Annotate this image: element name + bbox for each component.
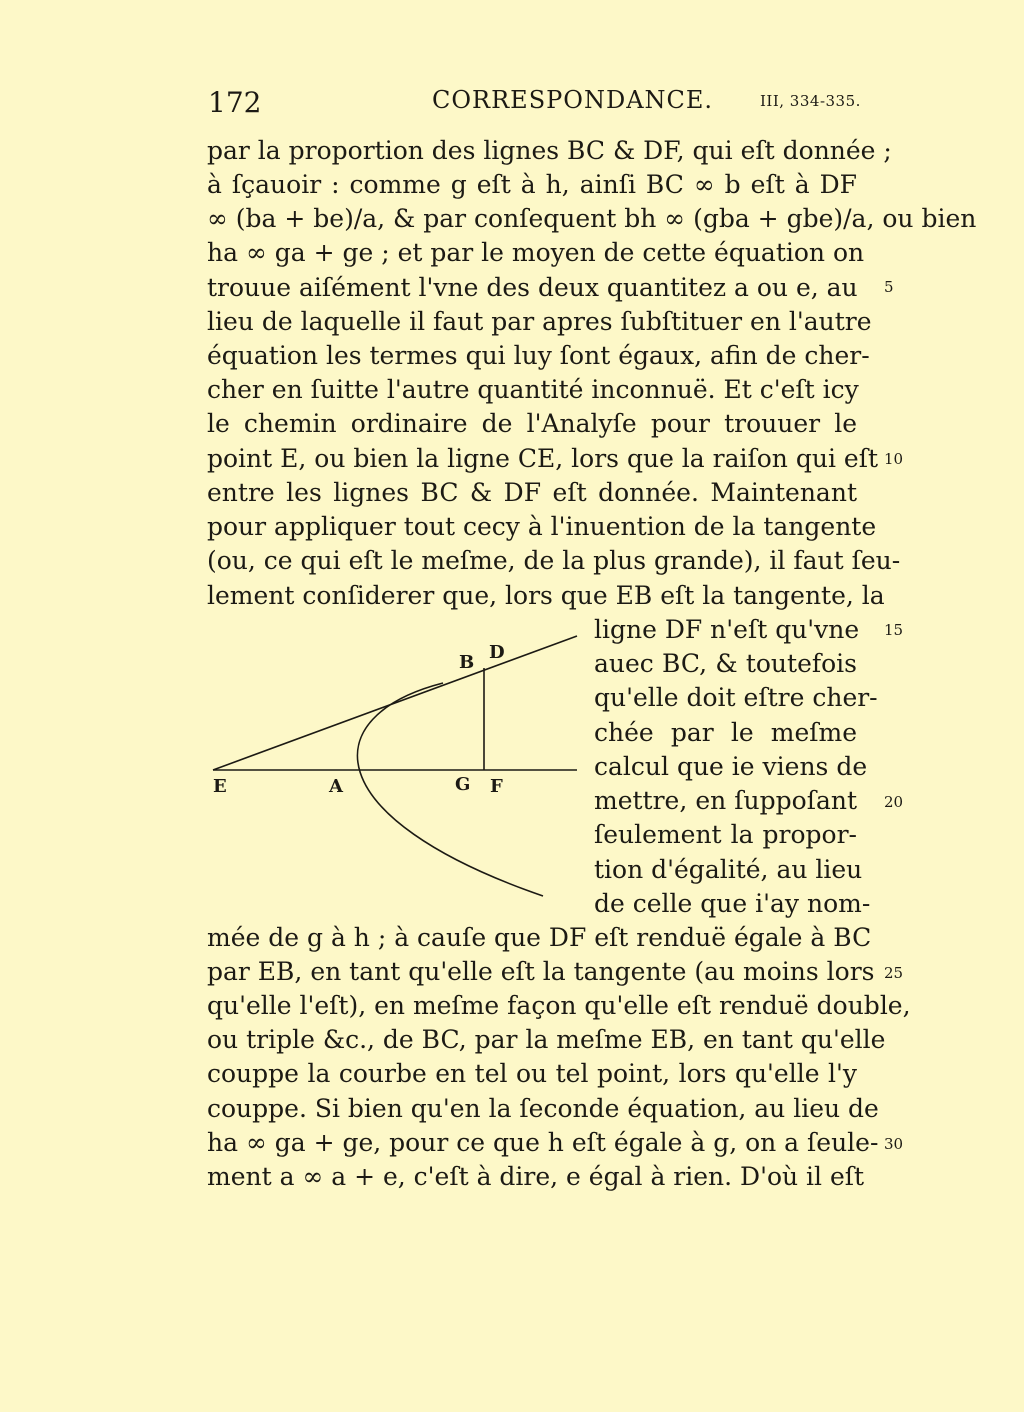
text-line: par la proportion des lignes BC & DF, qui eſt donnée ; [207, 136, 892, 165]
label-e: E [213, 776, 227, 797]
text-line: ha ∞ ga + ge ; et par le moyen de cette équation on [207, 238, 865, 267]
label-g: G [455, 774, 471, 795]
label-a: A [329, 776, 343, 797]
text-line: point E, ou bien la ligne CE, lors que la raiſon qui eſt [207, 444, 878, 473]
text-line: auec BC, & toutefois [594, 649, 857, 678]
text-line: lement conſiderer que, lors que EB eſt la tangente, la [207, 581, 885, 610]
running-title: CORRESPONDANCE. [432, 86, 714, 114]
text-line: par EB, en tant qu'elle eſt la tangente (au moins lors [207, 957, 875, 986]
text-line: ou triple &c., de BC, par la meſme EB, en tant qu'elle [207, 1025, 886, 1054]
label-d: D [489, 642, 505, 663]
label-f: F [490, 776, 503, 797]
text-line: ha ∞ ga + ge, pour ce que h eſt égale à g, on a ſeule- [207, 1128, 879, 1157]
text-line: entre les lignes BC & DF eſt donnée. Maintenant [207, 478, 857, 507]
text-line: (ou, ce qui eſt le meſme, de la plus grande), il faut ſeu- [207, 546, 901, 575]
line-marker: 15 [884, 621, 904, 639]
text-line: ∞ (ba + be)/a, & par conſequent bh ∞ (gba + gbe)/a, ou bien [207, 204, 977, 233]
page-header [0, 86, 1024, 126]
text-line: équation les termes qui luy ſont égaux, afin de cher- [207, 341, 870, 370]
text-line: cher en ſuitte l'autre quantité inconnuë. Et c'eſt icy [207, 375, 859, 404]
text-line: ſeulement la propor- [594, 820, 857, 849]
page-number: 172 [208, 86, 262, 119]
text-line: couppe la courbe en tel ou tel point, lors qu'elle l'y [207, 1059, 857, 1088]
text-line: qu'elle doit eſtre cher- [594, 683, 878, 712]
parabola-curve [357, 683, 543, 896]
text-line: mée de g à h ; à cauſe que DF eſt renduë égale à BC [207, 923, 872, 952]
text-line: pour appliquer tout cecy à l'inuention de la tangente [207, 512, 877, 541]
page-reference: III, 334-335. [760, 92, 861, 110]
text-line: ment a ∞ a + e, c'eſt à dire, e égal à rien. D'où il eſt [207, 1162, 865, 1191]
tangent-line [213, 636, 577, 770]
text-line: tion d'égalité, au lieu [594, 855, 863, 884]
text-line: trouue aiſément l'vne des deux quantitez a ou e, au [207, 273, 858, 302]
line-marker: 5 [884, 278, 894, 296]
line-marker: 20 [884, 793, 904, 811]
text-line: calcul que ie viens de [594, 752, 868, 781]
line-marker: 30 [884, 1135, 904, 1153]
text-line: le chemin ordinaire de l'Analyſe pour trouuer le [207, 409, 857, 438]
text-line: chée par le meſme [594, 718, 857, 747]
text-line: lieu de laquelle il faut par apres ſubſtituer en l'autre [207, 307, 872, 336]
text-line: ligne DF n'eſt qu'vne [594, 615, 860, 644]
text-line: de celle que i'ay nom- [594, 889, 871, 918]
tangent-parabola-figure [205, 628, 585, 908]
line-marker: 25 [884, 964, 904, 982]
label-b: B [459, 652, 475, 673]
text-line: qu'elle l'eſt), en meſme façon qu'elle eſt renduë double, [207, 991, 911, 1020]
text-line: à ſçauoir : comme g eſt à h, ainſi BC ∞ b eſt à DF [207, 170, 857, 199]
text-line: mettre, en ſuppoſant [594, 786, 857, 815]
text-line: couppe. Si bien qu'en la ſeconde équation, au lieu de [207, 1094, 879, 1123]
line-marker: 10 [884, 450, 904, 468]
